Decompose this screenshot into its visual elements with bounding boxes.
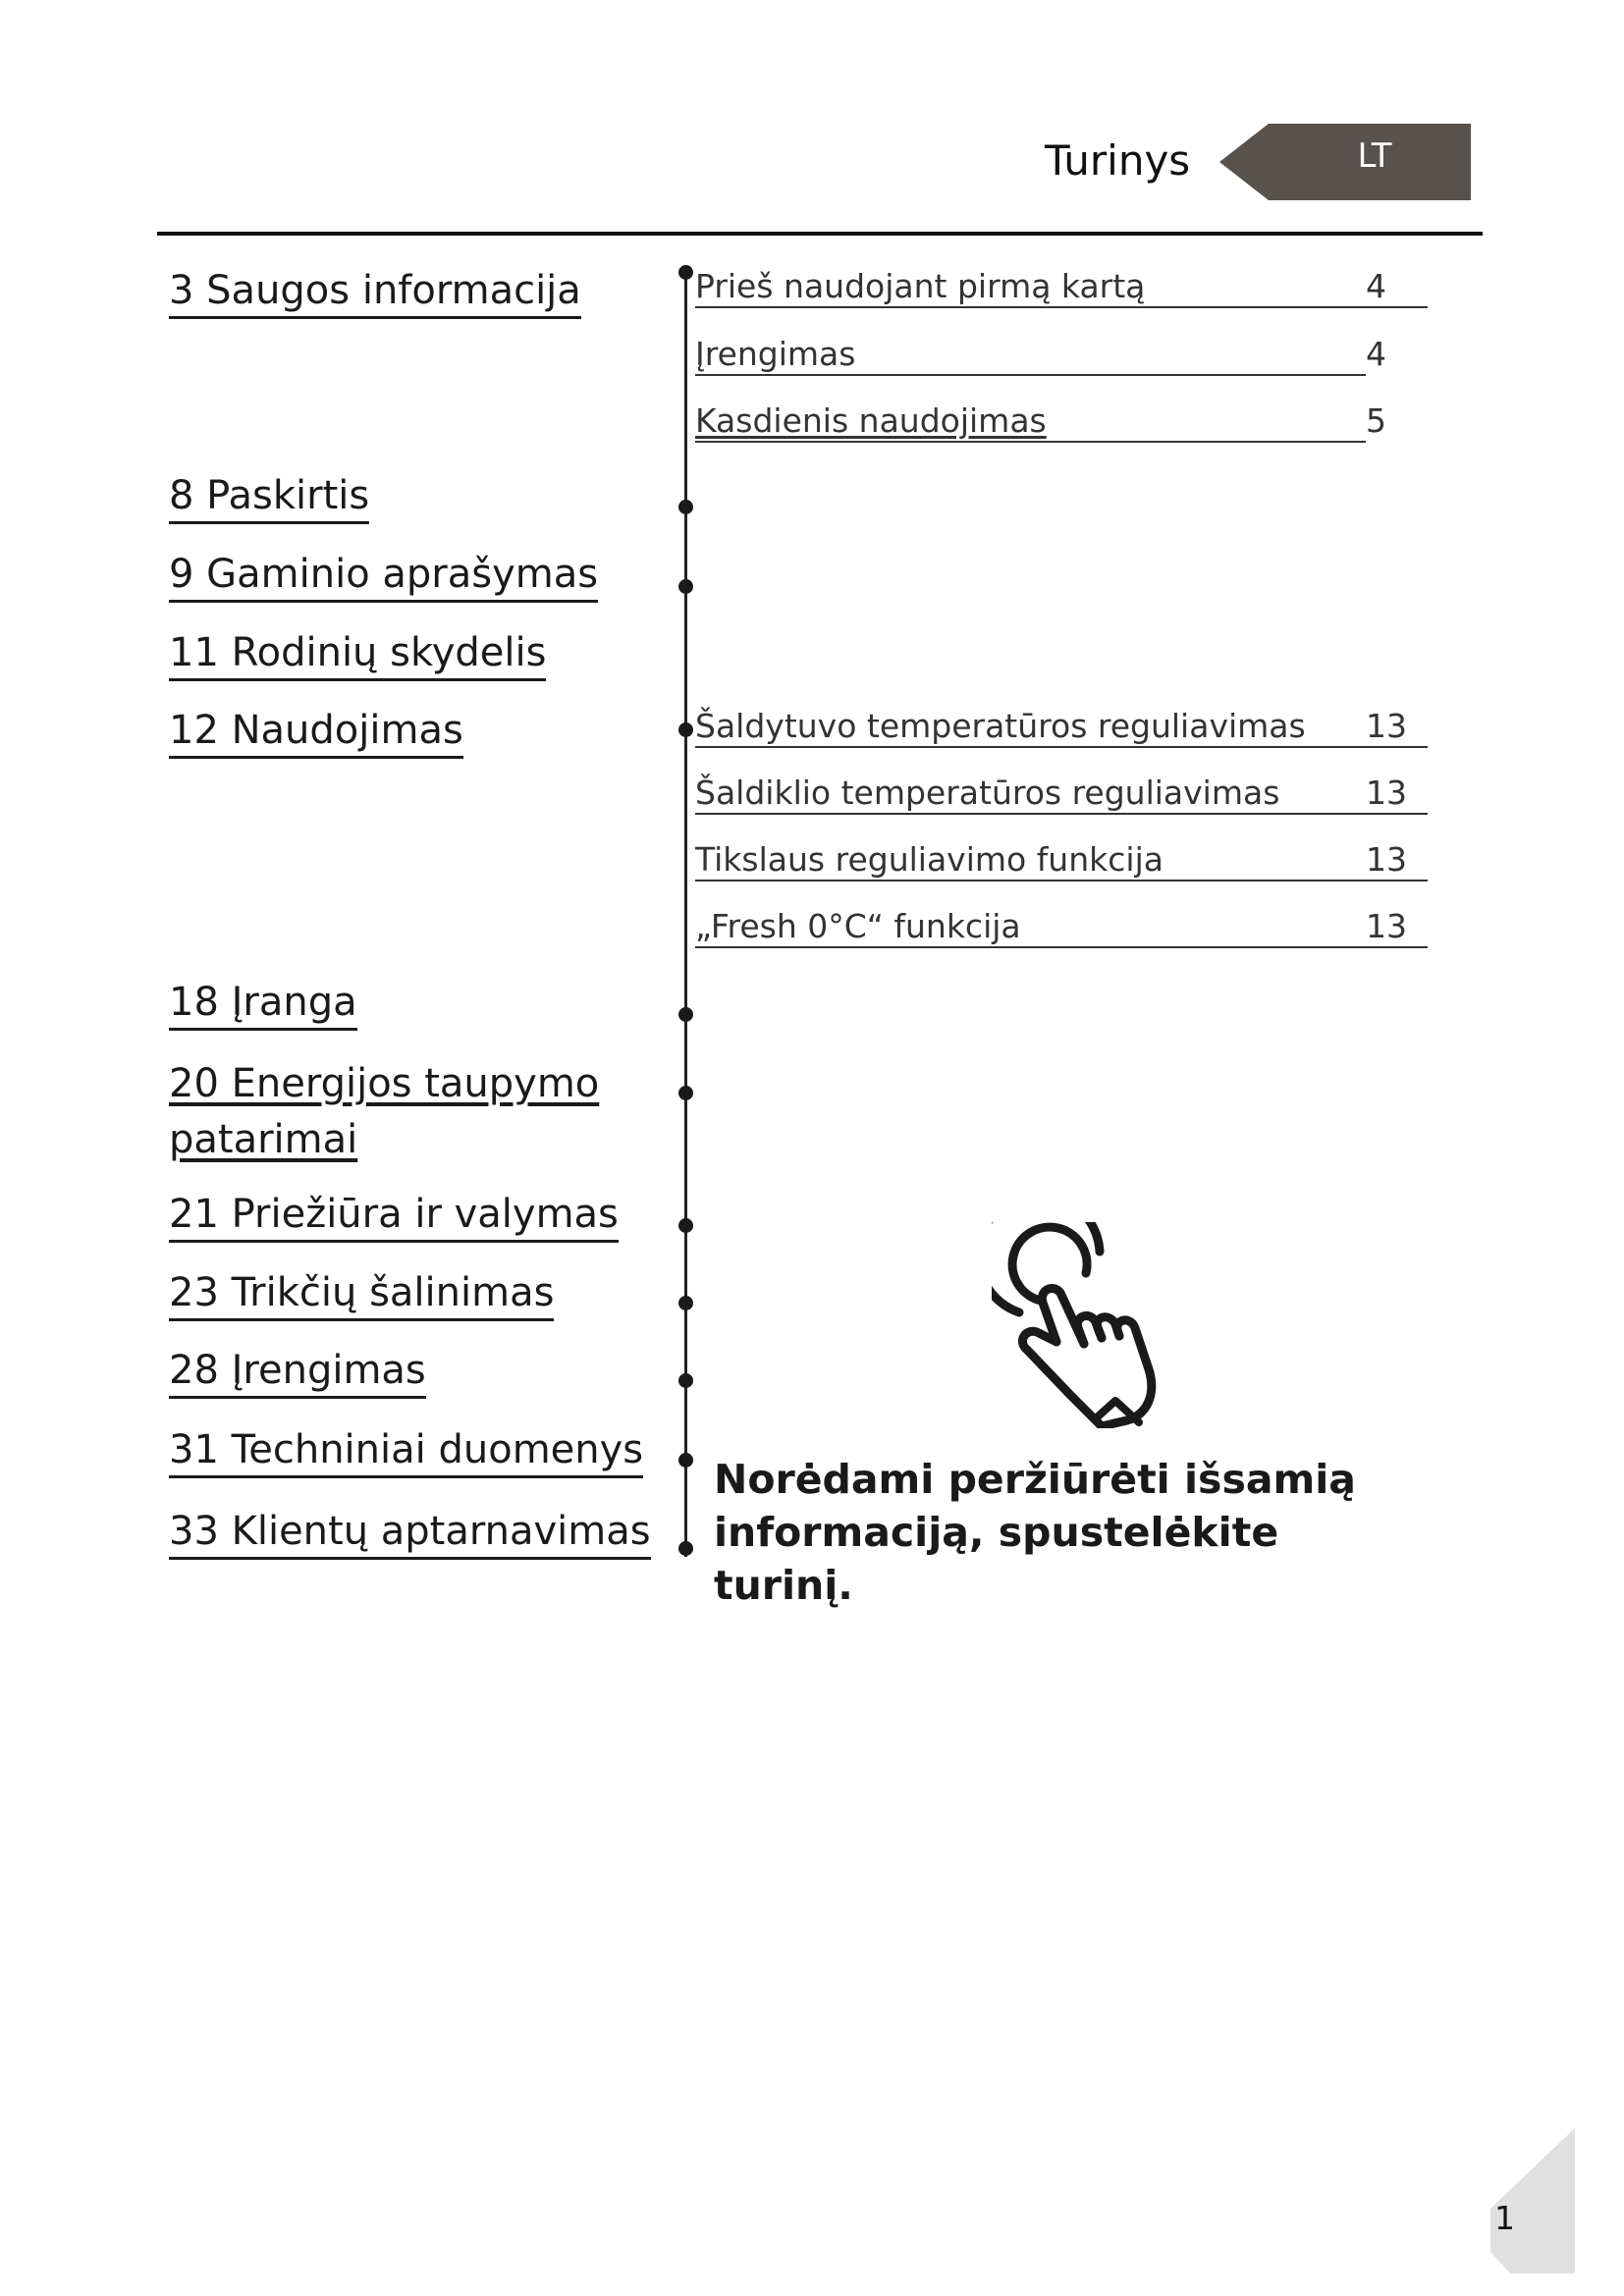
toc-link-naudojimas[interactable]: 12 Naudojimas [169,707,463,759]
toc-sub-link[interactable] [695,774,1428,815]
toc-sub-page: 13 [1366,907,1407,945]
toc-sub-link[interactable] [695,907,1428,948]
toc-sub-page: 5 [1366,401,1386,440]
toc-sub-link[interactable] [695,401,1386,443]
page-number: 1 [1494,2199,1515,2237]
timeline-dot [678,1007,693,1022]
toc-sub-link[interactable] [695,707,1428,748]
timeline-dot [678,265,693,280]
toc-link-irengimas[interactable]: 28 Įrengimas [169,1347,426,1399]
toc-link-klientu-aptarnavimas[interactable]: 33 Klientų aptarnavimas [169,1508,651,1560]
toc-sub-page: 13 [1366,707,1407,745]
timeline-dot [678,1086,693,1100]
toc-sub-link[interactable] [695,840,1428,881]
toc-sub-page: 4 [1366,267,1386,305]
toc-sub-page: 4 [1366,335,1386,373]
toc-link-iranga[interactable]: 18 Įranga [169,979,357,1031]
toc-link-gaminio-aprasymas[interactable]: 9 Gaminio aprašymas [169,551,598,603]
toc-sub-label: Šaldiklio temperatūros reguliavimas [695,774,1280,812]
header-divider [157,232,1483,236]
toc-link-energijos-taupymo-patarimai[interactable]: 20 Energijos taupymo patarimai [169,1061,600,1162]
toc-sub-label: Tikslaus reguliavimo funkcija [695,840,1164,879]
page-title: Turinys [1045,136,1191,185]
toc-link-techniniai-duomenys[interactable]: 31 Techniniai duomenys [169,1426,643,1478]
toc-link-paskirtis[interactable]: 8 Paskirtis [169,472,369,524]
timeline-dot [678,1296,693,1310]
toc-sub-label: „Fresh 0°C“ funkcija [695,907,1021,945]
timeline-dot [678,1218,693,1233]
toc-sub-page: 13 [1366,774,1407,812]
timeline-dot [678,1373,693,1388]
hand-tap-icon [992,1222,1188,1428]
toc-sub-page: 13 [1366,840,1407,879]
language-label: LT [1357,136,1392,176]
toc-sub-label: Prieš naudojant pirmą kartą [695,267,1146,305]
toc-link-rodiniu-skydelis[interactable]: 11 Rodinių skydelis [169,629,546,681]
timeline-dot [678,722,693,737]
toc-sub-label: Šaldytuvo temperatūros reguliavimas [695,707,1306,745]
toc-link-prieziura-ir-valymas[interactable]: 21 Priežiūra ir valymas [169,1191,619,1243]
timeline-dot [678,1453,693,1468]
toc-link-saugos-informacija[interactable]: 3 Saugos informacija [169,267,581,319]
toc-sub-link[interactable] [695,335,1386,376]
toc-sub-label: Įrengimas [695,335,856,373]
toc-timeline [684,273,687,1557]
timeline-dot [678,579,693,594]
timeline-dot [678,500,693,514]
hint-text: Norėdami peržiūrėti išsamią informaciją, spustelėkite turinį. [714,1456,1356,1609]
toc-link-trikciu-salinimas[interactable]: 23 Trikčių šalinimas [169,1269,554,1321]
toc-sub-label: Kasdienis naudojimas [695,401,1047,440]
toc-sub-link[interactable] [695,267,1428,308]
timeline-dot [678,1541,693,1556]
